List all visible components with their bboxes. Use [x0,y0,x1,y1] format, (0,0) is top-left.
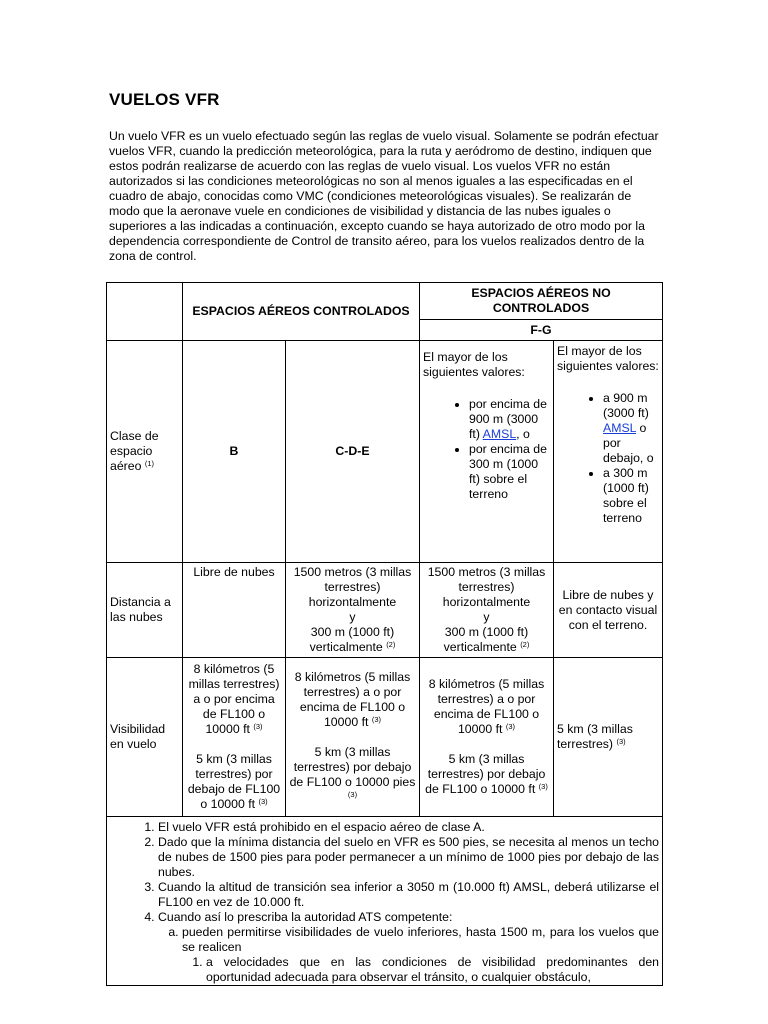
vis-fg-left [420,658,554,817]
list-item: • a 300 m (1000 ft) sobre el terreno [603,466,659,526]
header-empty-cell [107,283,183,341]
intro-paragraph: Un vuelo VFR es un vuelo efectuado según las reglas de vuelo visual. Solamente se podrán efectuar vuelos VFR, cuando la predicción meteorológica, para la ruta y aeródromo de destino, indiquen que estos podrán realizarse de acuerdo con las reglas de vuelo visual. Los vuelos VFR no están autorizados si las condiciones meteorológicas no son al menos iguales a las especificadas en el cuadro de abajo, conocidas como VMC (condiciones meteorológicas visuales). Se realizarán de modo que la aeronave vuele en condiciones de visibilidad y distancia de las nubes iguales o superiores a las indicadas a continuación, excepto cuando se haya autorizado de otro modo por la dependencia correspondiente de Control de transito aéreo, para los vuelos realizados dentro de la zona de control. [109,129,659,263]
header-fg: F-G [420,320,663,341]
note-4a1: 1. a velocidades que en las condiciones de visibilidad predominantes den oportunidad adecuada para observar el tránsito, o cualquier obstáculo, [206,955,659,985]
clouds-fg-left [420,563,554,658]
notes-list [110,820,659,985]
fg-left-list [423,397,550,502]
note-4a [182,925,659,985]
table-row-clouds [107,563,663,658]
footnote-ref-3: (3) [347,789,358,799]
vis-cde-2: 5 km (3 millas terrestres) por debajo de FL100 o 10000 pies [289,744,416,789]
footnote-ref-3: (3) [253,722,263,731]
clouds-cde-h: 1500 metros (3 millas terrestres) horizontalmente [293,565,412,609]
footnote-ref-3: (3) [616,737,626,746]
footnote-ref-3: (3) [258,797,268,806]
notes-cell [107,817,663,986]
fg-right-bullet1-tail: o por debajo, o [603,421,654,465]
header-controlled: ESPACIOS AÉREOS CONTROLADOS [183,283,420,341]
page-title: VUELOS VFR [109,90,220,109]
clouds-fg-left-v-line [423,625,550,655]
fg-right-list [557,391,659,526]
footnote-ref-3: (3) [538,782,548,791]
fg-right-intro: El mayor de los siguientes valores: [557,344,659,373]
clouds-fg-left-h: 1500 metros (3 millas terrestres) horizontalmente [427,565,546,609]
amsl-link[interactable]: AMSL [603,421,637,435]
footnote-ref-2: (2) [520,640,530,649]
note-1: 1. El vuelo VFR está prohibido en el espacio aéreo de clase A. [158,820,659,835]
clouds-cde-v-line [289,625,416,655]
vis-cde-1: 8 kilómetros (5 millas terrestres) a o por encima de FL100 o 10000 ft [294,669,411,729]
row-label-visibility: Visibilidad en vuelo [107,658,183,817]
note-4a-sublist [182,955,659,985]
amsl-link[interactable]: AMSL [482,427,517,441]
note-3: 3. Cuando la altitud de transición sea inferior a 3050 m (10.000 ft) AMSL, deberá utilizarse el FL100 en vez de 10.000 ft. [158,880,659,910]
note-4 [158,910,659,985]
list-item: • por encima de 300 m (1000 ft) sobre el terreno [469,442,550,502]
footnote-ref-3: (3) [505,722,516,731]
note-4-text: Cuando así lo prescriba la autoridad ATS competente: [158,910,453,924]
vis-fg-left-2: 5 km (3 millas terrestres) por debajo de FL100 o 10000 ft [425,752,546,796]
footnote-ref-2: (2) [386,640,396,649]
note-4-sublist [158,925,659,985]
vis-b-1-line [186,662,282,737]
spacer [186,737,282,752]
list-item [603,391,659,466]
table-header-row [107,283,663,320]
vis-fg-right-text: 5 km (3 millas terrestres) [557,722,633,751]
clouds-cde-v: 300 m (1000 ft) verticalmente [309,625,395,654]
fg-left-bullet1-text: por encima de 900 m (3000 ft) [469,397,547,441]
note-2: 2. Dado que la mínima distancia del suelo en VFR es 500 pies, se necesita al menos un techo de nubes de 1500 pies para poder permanecer a un mínimo de 1000 pies por debajo de las nubes. [158,835,659,880]
table-row-visibility [107,658,663,817]
footnote-ref-3: (3) [371,714,382,724]
row-label-clouds: Distancia a las nubes [107,563,183,658]
fg-right-bullet1-text: a 900 m (3000 ft) [603,391,649,420]
vis-cde-2-line [289,745,416,805]
note-4a-text: pueden permitirse visibilidades de vuelo inferiores, hasta 1500 m, para los vuelos que se realicen [182,925,660,954]
vis-b [183,658,286,817]
clouds-cde [286,563,420,658]
vis-b-2-line [186,752,282,812]
clouds-fg-left-v: 300 m (1000 ft) verticalmente [443,625,529,654]
vis-fg-right [554,658,663,817]
vis-fg-left-2-line [423,752,550,797]
spacer [289,730,416,745]
header-uncontrolled: ESPACIOS AÉREOS NO CONTROLADOS [420,283,663,320]
table-notes-row [107,817,663,986]
class-label: Clase de espacio aéreo [110,429,159,473]
vis-b-1: 8 kilómetros (5 millas terrestres) a o por encima de FL100 o 10000 ft [188,662,280,736]
spacer [423,737,550,752]
vfr-minima-table [106,282,663,986]
fg-left-intro: El mayor de los siguientes valores: [423,350,525,379]
table-row-class [107,341,663,563]
clouds-fg-left-y: y [483,610,490,624]
class-fg-left [420,341,554,563]
vis-cde [286,658,420,817]
class-fg-right [554,341,663,563]
class-b: B [183,341,286,563]
list-item [469,397,550,442]
clouds-b: Libre de nubes [183,563,286,658]
vis-fg-left-1: 8 kilómetros (5 millas terrestres) a o por encima de FL100 o 10000 ft [428,677,545,736]
vis-fg-left-1-line [423,677,550,737]
footnote-ref-1: (1) [144,459,155,468]
fg-left-bullet1-tail: , o [516,427,530,441]
row-label-class [107,341,183,563]
class-cde: C-D-E [286,341,420,563]
clouds-cde-y: y [349,610,356,624]
vis-b-2: 5 km (3 millas terrestres) por debajo de FL100 o 10000 ft [187,752,281,811]
clouds-fg-right: Libre de nubes y en contacto visual con el terreno. [554,563,663,658]
vis-cde-1-line [289,670,416,730]
